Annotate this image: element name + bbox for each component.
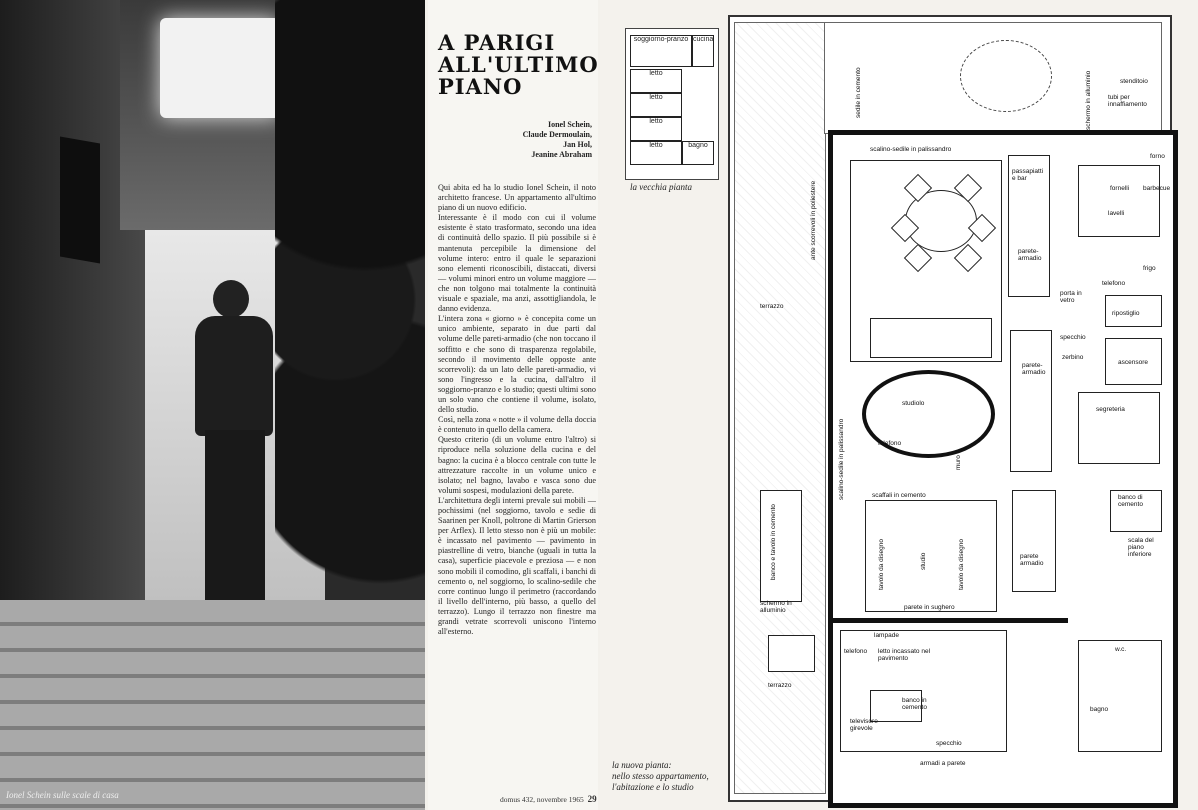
folio-text: domus 432, novembre 1965 — [500, 795, 584, 804]
label-ante: ante scorrevoli in poliestere — [810, 180, 817, 260]
paragraph: Questo criterio (di un volume entro l'altro) si riproduce nella soluzione della cucina e del bagno: la cucina è a blocco centrale con tutte le attrezzature raccolte in un volume unico e isolato; nel bagno, lavabo e vasca sono due volumi sospesi, modulazioni della parete. — [438, 435, 596, 495]
label-ascensore: ascensore — [1118, 359, 1148, 366]
label-frigo: frigo — [1143, 265, 1156, 272]
man-body — [195, 316, 273, 436]
cabinet-wall-2 — [1010, 330, 1052, 472]
old-room — [692, 35, 714, 67]
label-passapiatti: passapiatti e bar — [1012, 168, 1044, 182]
old-room — [630, 93, 682, 117]
lounge-area — [870, 318, 992, 358]
old-room-label: soggiorno-pranzo — [633, 36, 689, 43]
author: Claude Dermoulain, — [522, 130, 592, 139]
secretary-office — [1078, 392, 1160, 464]
paragraph: L'intera zona « giorno » è concepita come un unico ambiente, separato in due parti dal volume delle pareti-armadio (che non toccano il soffitto e che sono di trasparenza regolabile, secondo il movimento delle opposte ante scorrevoli): da un lato delle pareti-armadio, vi sono l'ingresso e la cucina, dall'altro il soggiorno-pranzo e lo studio; questi ultimi sono un solo vano che contiene il volume, isolato, dello studio. — [438, 314, 596, 415]
concrete-bench — [760, 490, 802, 602]
label-banco-tavolo: banco e tavolo in cemento — [770, 504, 777, 580]
label-schermo-top: schermo in alluminio — [1085, 70, 1092, 130]
old-room-label: letto — [649, 94, 663, 101]
author: Jan Hol, — [563, 140, 592, 149]
label-parete-armadio-2: parete-armadio — [1022, 362, 1046, 376]
label-scalino-left: scalino-sedile in palissandro — [838, 418, 845, 500]
photo-caption: Ionel Schein sulle scale di casa — [6, 790, 119, 800]
label-wc: w.c. — [1115, 646, 1127, 653]
tree-top — [960, 40, 1052, 112]
label-segreteria: segreteria — [1096, 406, 1125, 413]
label-banco-cemento: banco di cemento — [1118, 494, 1143, 508]
label-telefono-2: telefono — [878, 440, 902, 447]
old-floor-plan — [625, 28, 719, 180]
label-specchio-2: specchio — [936, 740, 962, 747]
title-line: A PARIGI — [438, 30, 556, 55]
title-line: PIANO — [438, 74, 523, 99]
label-armadi: armadi a parete — [920, 760, 966, 767]
label-parete-sughero: parete in sughero — [904, 604, 955, 611]
label-banco-in-cemento: banco in cemento — [902, 697, 927, 711]
label-terrazzo-1: terrazzo — [760, 303, 784, 310]
label-televisore: televisore girevole — [850, 718, 878, 732]
new-plan-caption — [612, 760, 722, 793]
article-body — [438, 183, 596, 637]
label-zerbino: zerbino — [1062, 354, 1084, 361]
label-studio: studio — [920, 552, 927, 570]
author: Ionel Schein, — [547, 120, 592, 129]
paragraph: L'architettura degli interni prevale sui mobili — pochissimi (nel soggiorno, tavolo e sedie di Saarinen per Knoll, poltrone di Martin Grierson per Arflex). Il letto stesso non è più un mobile: è incassato nel pavimento — pavimento in piastrelline di vetro, bianche (uguali in tutta la casa), superficie piacevole e preziosa — e non sono mobili il comodino, gli scaffali, i banchi di cemento o, nel soggiorno, lo scalino-sedile che corre continuo lungo il perimetro (raccordando il livello dell'interno, più basso, a quello del terrazzo). Lungo il terrazzo non finestre ma grandi vetrate scorrevoli uniscono l'interno all'esterno. — [438, 495, 596, 637]
label-forno: forno — [1150, 153, 1165, 160]
article-column — [428, 0, 598, 810]
authors — [472, 120, 592, 160]
label-sedile: sedile in cemento — [855, 67, 862, 118]
page-number: 29 — [587, 794, 597, 804]
caption-line: nello stesso appartamento, — [612, 771, 709, 781]
man-figure — [185, 280, 285, 610]
label-parete-armadio-1: parete-armadio — [1018, 248, 1042, 262]
label-letto-incassato: letto incassato nel pavimento — [878, 648, 931, 662]
bathroom — [1078, 640, 1162, 752]
label-telefono-3: telefono — [844, 648, 868, 655]
label-lavelli: lavelli — [1108, 210, 1125, 217]
old-room — [630, 69, 682, 93]
stairs — [0, 600, 425, 810]
cabinet-wall-3 — [1012, 490, 1056, 592]
label-schermo-bottom: schermo in alluminio — [760, 600, 792, 614]
man-legs — [205, 430, 265, 600]
paragraph: Così, nella zona « notte » il volume della doccia è contenuto in quello della camera. — [438, 415, 596, 435]
title-line: ALL'ULTIMO — [438, 52, 599, 77]
plant-foliage — [275, 0, 425, 600]
label-barbecue: barbecue — [1143, 185, 1171, 192]
author: Jeanine Abraham — [531, 150, 592, 159]
label-studiolo: studiolo — [902, 400, 925, 407]
label-specchio-1: specchio — [1060, 334, 1086, 341]
label-tavolo-disegno-2: tavolo da disegno — [958, 539, 965, 590]
old-room-label: bagno — [688, 142, 708, 149]
label-parete-armadio-3: parete armadio — [1020, 553, 1044, 567]
label-porta: porta in vetro — [1060, 290, 1082, 304]
label-fornelli: fornelli — [1110, 185, 1130, 192]
photo-window — [60, 136, 100, 263]
terrace-left — [734, 22, 826, 794]
label-tubi: tubi per innaffiamento — [1108, 94, 1147, 108]
planter — [768, 635, 815, 672]
paragraph: Qui abita ed ha lo studio Ionel Schein, il noto architetto francese. Un appartamento all'ultimo piano di un nuovo edificio. — [438, 183, 596, 213]
label-scaffali: scaffali in cemento — [872, 492, 926, 499]
label-stenditoio: stenditoio — [1120, 78, 1148, 85]
label-bagno: bagno — [1090, 706, 1109, 713]
old-room — [630, 35, 692, 67]
old-room-label: letto — [649, 142, 663, 149]
partition-wall — [828, 618, 1068, 623]
man-head — [213, 280, 249, 318]
label-muro: muro — [955, 455, 962, 470]
article-title — [438, 32, 598, 98]
label-tavolo-disegno-1: tavolo da disegno — [878, 539, 885, 590]
folio — [500, 794, 597, 804]
old-plan-caption: la vecchia pianta — [630, 182, 692, 192]
caption-line: la nuova pianta: — [612, 760, 672, 770]
label-lampade: lampade — [874, 632, 899, 639]
stairwell-photo — [0, 0, 425, 810]
old-room — [630, 141, 682, 165]
old-room — [630, 117, 682, 141]
old-room-label: letto — [649, 70, 663, 77]
caption-line: l'abitazione e lo studio — [612, 782, 694, 792]
label-scalino-top: scalino-sedile in palissandro — [870, 146, 952, 153]
old-room-label: letto — [649, 118, 663, 125]
label-scala: scala del piano inferiore — [1128, 537, 1154, 558]
label-ripostiglio: ripostiglio — [1112, 310, 1140, 317]
old-room-label: cucina — [693, 36, 714, 43]
paragraph: Interessante è il modo con cui il volume esistente è stato trasformato, secondo una idea di continuità dello spazio. Il più possibile si è mantenuta percepibile la dimensione del volume intero: entro il quale le separazioni sono elementi riconoscibili, distaccati, diversi — volumi minori entro un volume maggiore — che non tolgono mai totalmente la continuità visuale e spaziale, ma anzi, assottigliandola, le danno evidenza. — [438, 213, 596, 314]
label-telefono-1: telefono — [1102, 280, 1126, 287]
old-room — [682, 141, 714, 165]
skylight — [160, 18, 280, 118]
kitchen-block — [1078, 165, 1160, 237]
label-terrazzo-2: terrazzo — [768, 682, 792, 689]
